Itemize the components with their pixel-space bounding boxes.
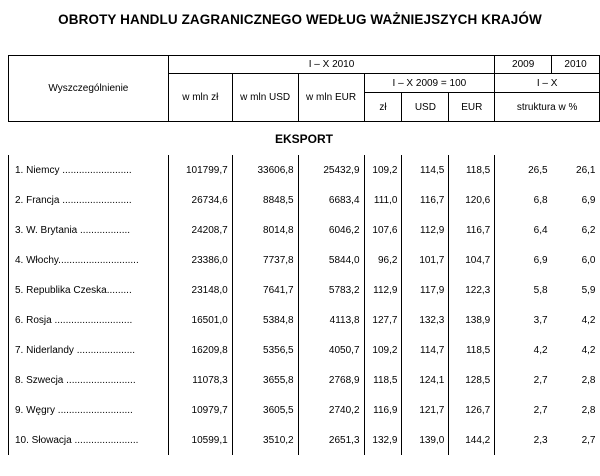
cell-i-eur: 118,5: [449, 155, 495, 185]
cell-s2010: 4,2: [581, 314, 596, 326]
cell-s2009: 2,7: [495, 395, 552, 425]
cell-pln: 10979,7: [168, 395, 232, 425]
cell-usd: 3510,2: [232, 425, 298, 455]
trade-table: [8, 55, 600, 455]
cell-eur: 2651,3: [298, 425, 364, 455]
cell-i-pln: 118,5: [364, 365, 402, 395]
cell-i-eur: 120,6: [449, 185, 495, 215]
cell-usd: 5384,8: [232, 305, 298, 335]
header-period-main: I – X 2010: [168, 56, 494, 74]
row-name: 2. Francja .........................: [9, 185, 169, 215]
row-name: 7. Niderlandy .....................: [9, 335, 169, 365]
cell-pln: 10599,1: [168, 425, 232, 455]
header-row-1: [9, 56, 600, 74]
cell-s2010: 6,9: [581, 194, 596, 206]
cell-eur: 4113,8: [298, 305, 364, 335]
cell-pln: 23148,0: [168, 275, 232, 305]
cell-usd: 5356,5: [232, 335, 298, 365]
cell-eur: 2740,2: [298, 395, 364, 425]
cell-s2010: 5,9: [581, 284, 596, 296]
cell-s2009: 2,3: [495, 425, 552, 455]
page-title: OBROTY HANDLU ZAGRANICZNEGO WEDŁUG WAŻNIEJSZYCH KRAJÓW: [58, 12, 542, 27]
cell-s2010: 6,0: [581, 254, 596, 266]
row-name: 3. W. Brytania ..................: [9, 215, 169, 245]
table-row: [9, 215, 600, 245]
cell-i-pln: 109,2: [364, 335, 402, 365]
cell-eur: 25432,9: [298, 155, 364, 185]
cell-usd: 8848,5: [232, 185, 298, 215]
cell-i-usd: 101,7: [402, 245, 449, 275]
cell-i-usd: 114,7: [402, 335, 449, 365]
header-index: I – X 2009 = 100: [364, 74, 495, 93]
cell-s2010: 2,8: [581, 404, 596, 416]
cell-pln: 101799,7: [168, 155, 232, 185]
cell-i-pln: 111,0: [364, 185, 402, 215]
header-idx-pln: zł: [364, 93, 402, 122]
cell-i-usd: 112,9: [402, 215, 449, 245]
cell-pln: 26734,6: [168, 185, 232, 215]
row-name: 10. Słowacja .......................: [9, 425, 169, 455]
cell-usd: 7737,8: [232, 245, 298, 275]
cell-i-eur: 116,7: [449, 215, 495, 245]
cell-i-eur: 126,7: [449, 395, 495, 425]
cell-s2009: 6,4: [495, 215, 552, 245]
header-col-pln: w mln zł: [168, 74, 232, 122]
row-name: 8. Szwecja .........................: [9, 365, 169, 395]
cell-usd: 33606,8: [232, 155, 298, 185]
table-row: [9, 335, 600, 365]
cell-i-pln: 112,9: [364, 275, 402, 305]
cell-usd: 7641,7: [232, 275, 298, 305]
section-title: EKSPORT: [274, 131, 333, 146]
cell-pln: 16501,0: [168, 305, 232, 335]
cell-s2010: 26,1: [576, 164, 596, 176]
cell-i-pln: 127,7: [364, 305, 402, 335]
cell-i-usd: 124,1: [402, 365, 449, 395]
cell-s2010: 6,2: [581, 224, 596, 236]
table-row: [9, 155, 600, 185]
cell-usd: 3655,8: [232, 365, 298, 395]
cell-usd: 3605,5: [232, 395, 298, 425]
cell-eur: 5844,0: [298, 245, 364, 275]
cell-i-pln: 96,2: [364, 245, 402, 275]
cell-i-eur: 128,5: [449, 365, 495, 395]
row-name: 1. Niemcy .........................: [9, 155, 169, 185]
table-row: [9, 365, 600, 395]
table-row: [9, 305, 600, 335]
cell-i-pln: 132,9: [364, 425, 402, 455]
header-col-usd: w mln USD: [232, 74, 298, 122]
header-idx-usd: USD: [402, 93, 449, 122]
cell-usd: 8014,8: [232, 215, 298, 245]
cell-i-eur: 138,9: [449, 305, 495, 335]
table-row: [9, 395, 600, 425]
cell-i-usd: 121,7: [402, 395, 449, 425]
cell-s2009: 6,8: [495, 185, 552, 215]
cell-i-pln: 116,9: [364, 395, 402, 425]
cell-pln: 24208,7: [168, 215, 232, 245]
cell-i-usd: 116,7: [402, 185, 449, 215]
table-row: [9, 185, 600, 215]
cell-s2010: 2,7: [581, 434, 596, 446]
cell-eur: 6046,2: [298, 215, 364, 245]
cell-eur: 5783,2: [298, 275, 364, 305]
cell-i-usd: 132,3: [402, 305, 449, 335]
cell-i-usd: 117,9: [402, 275, 449, 305]
cell-s2009: 5,8: [495, 275, 552, 305]
cell-s2009: 3,7: [495, 305, 552, 335]
table-row: [9, 275, 600, 305]
cell-pln: 16209,8: [168, 335, 232, 365]
row-name: 4. Włochy.............................: [9, 245, 169, 275]
row-name: 9. Węgry ...........................: [9, 395, 169, 425]
cell-pln: 23386,0: [168, 245, 232, 275]
cell-pln: 11078,3: [168, 365, 232, 395]
table-row: [9, 425, 600, 455]
cell-eur: 6683,4: [298, 185, 364, 215]
cell-s2009: 2,7: [495, 365, 552, 395]
cell-i-pln: 109,2: [364, 155, 402, 185]
section-row: [9, 122, 600, 156]
cell-i-eur: 118,5: [449, 335, 495, 365]
cell-eur: 2768,9: [298, 365, 364, 395]
cell-i-eur: 144,2: [449, 425, 495, 455]
header-structure: struktura w %: [495, 93, 600, 122]
cell-i-eur: 122,3: [449, 275, 495, 305]
header-idx-eur: EUR: [449, 93, 495, 122]
cell-i-eur: 104,7: [449, 245, 495, 275]
table-row: [9, 245, 600, 275]
cell-i-usd: 114,5: [402, 155, 449, 185]
cell-i-usd: 139,0: [402, 425, 449, 455]
cell-eur: 4050,7: [298, 335, 364, 365]
header-period-short: I – X: [495, 74, 600, 93]
row-name: 5. Republika Czeska.........: [9, 275, 169, 305]
header-item: Wyszczególnienie: [9, 56, 169, 122]
row-name: 6. Rosja ............................: [9, 305, 169, 335]
cell-s2009: 6,9: [495, 245, 552, 275]
cell-s2010: 4,2: [581, 344, 596, 356]
header-col-eur: w mln EUR: [298, 74, 364, 122]
cell-i-pln: 107,6: [364, 215, 402, 245]
cell-s2009: 26,5: [495, 155, 552, 185]
cell-s2009: 4,2: [495, 335, 552, 365]
header-year-2010: 2010: [552, 56, 600, 74]
header-year-2009: 2009: [495, 56, 552, 74]
cell-s2010: 2,8: [581, 374, 596, 386]
